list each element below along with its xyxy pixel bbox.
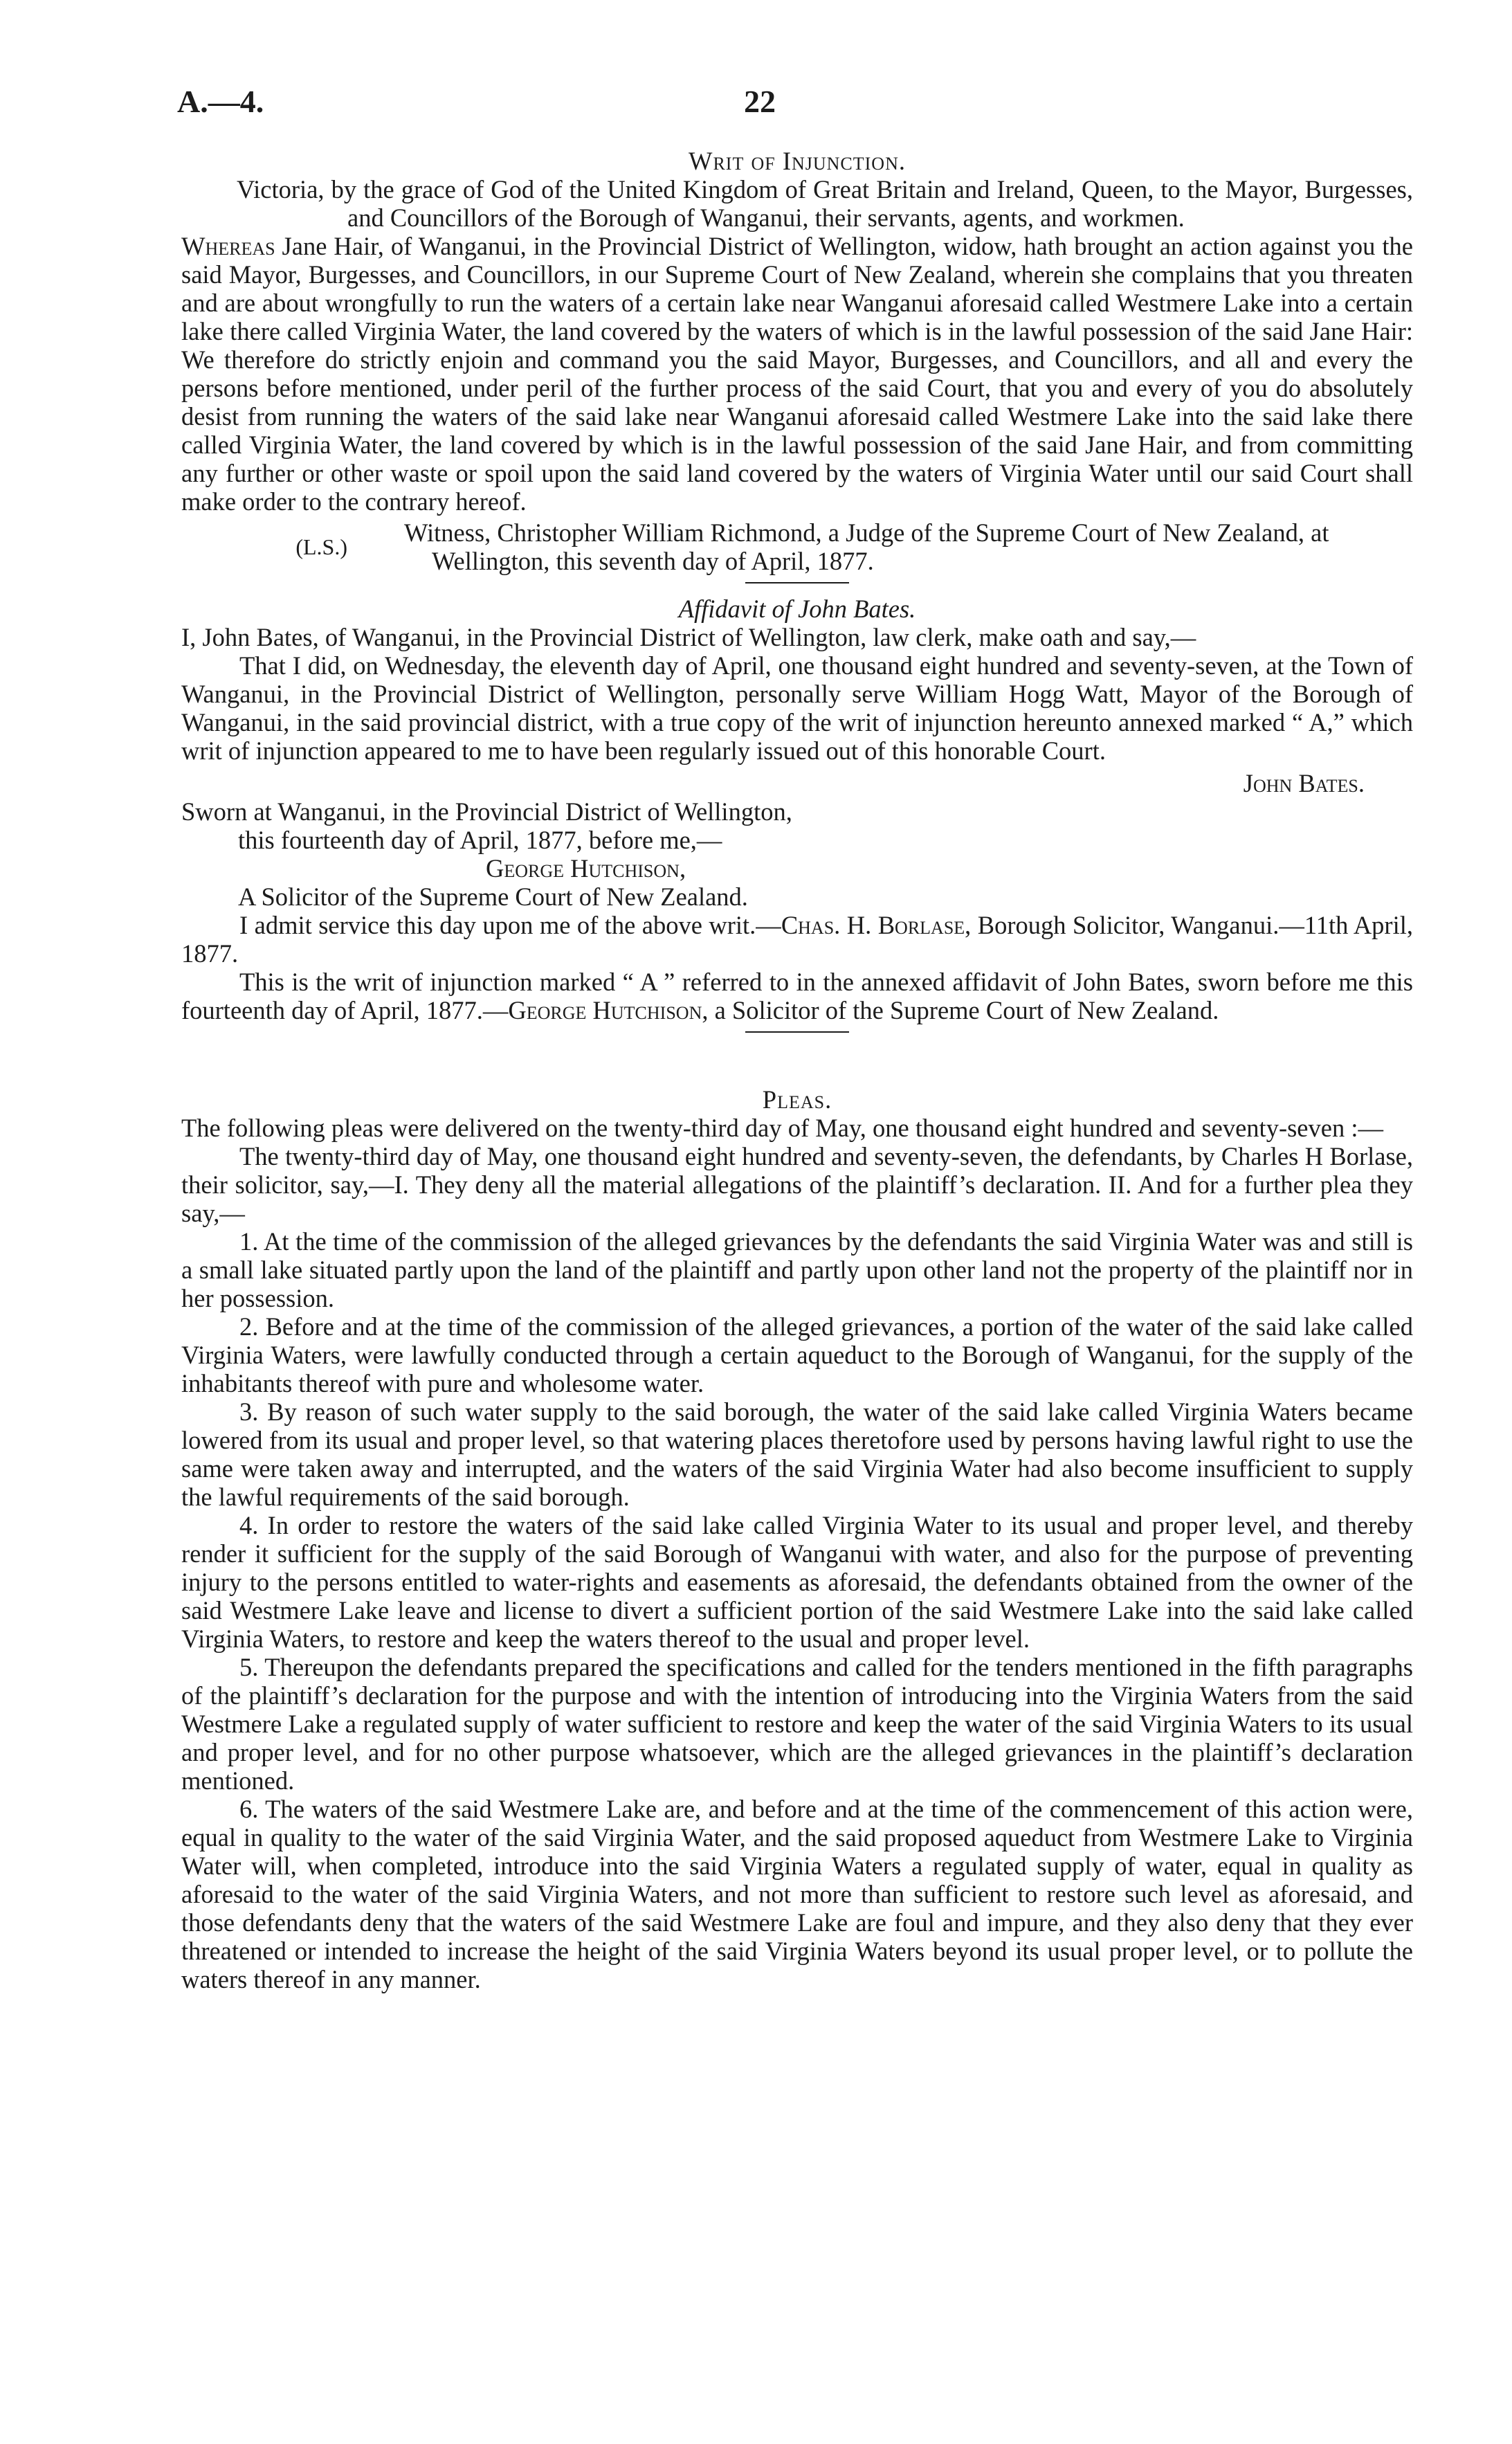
service-tail: , Borough Solicitor, Wanganui.—11th April, 1877. xyxy=(181,911,1413,968)
witness-clause: Witness, Christopher William Richmond, a Judge of the Supreme Court of New Zealand, at Wellington, this seventh day of April, 1877. xyxy=(404,518,1329,575)
writ-body-lead: Whereas xyxy=(181,232,275,260)
pleas-opening: The twenty-third day of May, one thousand eight hundred and seventy-seven, the defendants, by Charles H Borlase, their solicitor, say,—I. They deny all the material allegations of the plaintiff’s declaration. II. And for a further plea they say,— xyxy=(181,1142,1413,1227)
page-body xyxy=(181,147,1413,1993)
pleas-heading: Pleas. xyxy=(762,1085,832,1114)
section-divider xyxy=(745,1031,849,1033)
writ-seal-witness xyxy=(181,518,1413,575)
plea-paragraph: 2. Before and at the time of the commission of the alleged grievances, a portion of the water of the said lake called Virginia Waters, were lawfully conducted through a certain aqueduct to the Borough of Wanganui, for the supply of the inhabitants thereof with pure and wholesome water. xyxy=(181,1312,1413,1397)
writ-body-text: Jane Hair, of Wanganui, in the Provincial District of Wellington, widow, hath brought an action against you the said Mayor, Burgesses, and Councillors, in our Supreme Court of New Zealand, wherein she complains that you threaten and are about wrongfully to run the waters of a certain lake near Wanganui aforesaid called Westmere Lake into a certain lake there called Virginia Water, the land covered by the waters of which is in the lawful possession of the said Jane Hair: We therefore do strictly enjoin and command you the said Mayor, Burgesses, and Councillors, and all and every the persons before mentioned, under peril of the further process of the said Court, that you and every of you do absolutely desist from running the waters of the said lake near Wanganui aforesaid called Westmere Lake into the said lake there called Virginia Water, the land covered by which is in the lawful possession of the said Jane Hair, and from committing any further or other waste or spoil upon the said land covered by the waters of Virginia Water until our said Court shall make order to the contrary hereof. xyxy=(181,232,1413,516)
pleas-intro: The following pleas were delivered on the twenty-third day of May, one thousand eight hundred and seventy-seven :— xyxy=(181,1114,1383,1142)
service-text: I admit service this day upon me of the above writ.— xyxy=(239,911,781,939)
commissioner-title: A Solicitor of the Supreme Court of New Zealand. xyxy=(238,882,748,911)
seal-mark: (L.S.) xyxy=(295,534,347,559)
plea-paragraph: 6. The waters of the said Westmere Lake are, and before and at the time of the commencement of this action were, equal in quality to the water of the said Virginia Water, and the said proposed aqueduct from Westmere Lake to Virginia Water will, when completed, introduce into the said Virginia Waters a regulated supply of water, equal in quality as aforesaid to the water of the said Virginia Waters, and not more than sufficient to restore such level as aforesaid, and those defendants deny that the waters of the said Westmere Lake are foul and impure, and they also deny that they ever threatened or intended to increase the height of the said Virginia Waters beyond its usual proper level, or to pollute the waters thereof in any manner. xyxy=(181,1795,1413,1993)
sworn-line-2: this fourteenth day of April, 1877, before me,— xyxy=(238,826,722,854)
exhibit-signatory: George Hutchison xyxy=(508,996,702,1024)
plea-paragraph: 5. Thereupon the defendants prepared the specifications and called for the tenders mentioned in the fifth paragraphs of the plaintiff’s declaration for the purpose and with the intention of introducing into the Virginia Waters from the said Westmere Lake a regulated supply of water sufficient to restore and keep the water of the said Virginia Waters to its usual and proper level, and for no other purpose whatsoever, which are the alleged grievances in the plaintiff’s declaration mentioned. xyxy=(181,1653,1413,1795)
affidavit-signature: John Bates. xyxy=(1243,769,1365,797)
affidavit-intro: I, John Bates, of Wanganui, in the Provincial District of Wellington, law clerk, make oath and say,— xyxy=(181,623,1196,651)
sworn-line-1: Sworn at Wanganui, in the Provincial District of Wellington, xyxy=(181,797,792,826)
plea-paragraph: 4. In order to restore the waters of the said lake called Virginia Water to its usual and proper level, and thereby render it sufficient for the supply of the said Borough of Wanganui with water, and also for the purpose of preventing injury to the persons entitled to water-rights and easements as aforesaid, the defendants obtained from the owner of the said Westmere Lake leave and license to divert a sufficient portion of the said Westmere Lake into the said lake called Virginia Waters, to restore and keep the waters thereof to the usual and proper level. xyxy=(181,1511,1413,1653)
service-signatory: Chas. H. Borlase xyxy=(781,911,965,939)
affidavit-heading: Affidavit of John Bates. xyxy=(678,595,916,623)
affidavit-statement: That I did, on Wednesday, the eleventh day of April, one thousand eight hundred and seventy-seven, at the Town of Wanganui, in the Provincial District of Wellington, personally serve William Hogg Watt, Mayor of the Borough of Wanganui, in the said provincial district, with a true copy of the writ of injunction hereunto annexed marked “ A,” which writ of injunction appeared to me to have been regularly issued out of this honorable Court. xyxy=(181,651,1413,765)
exhibit-text: This is the writ of injunction marked “ A ” referred to in the annexed affidavit of John Bates, sworn before me this fourteenth day of April, 1877.— xyxy=(181,968,1413,1024)
plea-paragraph: 1. At the time of the commission of the alleged grievances by the defendants the said Virginia Water was and still is a small lake situated partly upon the land of the plaintiff and partly upon other land not the property of the plaintiff nor in her possession. xyxy=(181,1227,1413,1312)
plea-paragraph: 3. By reason of such water supply to the said borough, the water of the said lake called Virginia Waters became lowered from its usual and proper level, so that watering places theretofore used by persons having lawful right to use the same were taken away and interrupted, and the waters of the said Virginia Water had also become insufficient to supply the lawful requirements of the said borough. xyxy=(181,1397,1413,1511)
writ-heading: Writ of Injunction. xyxy=(689,147,906,175)
commissioner-name: George Hutchison, xyxy=(486,854,686,882)
service-acknowledgement xyxy=(181,911,1413,968)
exhibit-certificate xyxy=(181,968,1413,1024)
parliamentary-paper-reference: A.—4. xyxy=(177,84,264,119)
page-number: 22 xyxy=(744,84,776,119)
writ-address: Victoria, by the grace of God of the United Kingdom of Great Britain and Ireland, Queen, to the Mayor, Burgesses, and Councillors of the Borough of Wanganui, their servants, agents, and workmen. xyxy=(237,175,1413,232)
section-divider xyxy=(745,582,849,583)
exhibit-tail: , a Solicitor of the Supreme Court of New Zealand. xyxy=(702,996,1219,1024)
writ-body xyxy=(181,232,1413,516)
